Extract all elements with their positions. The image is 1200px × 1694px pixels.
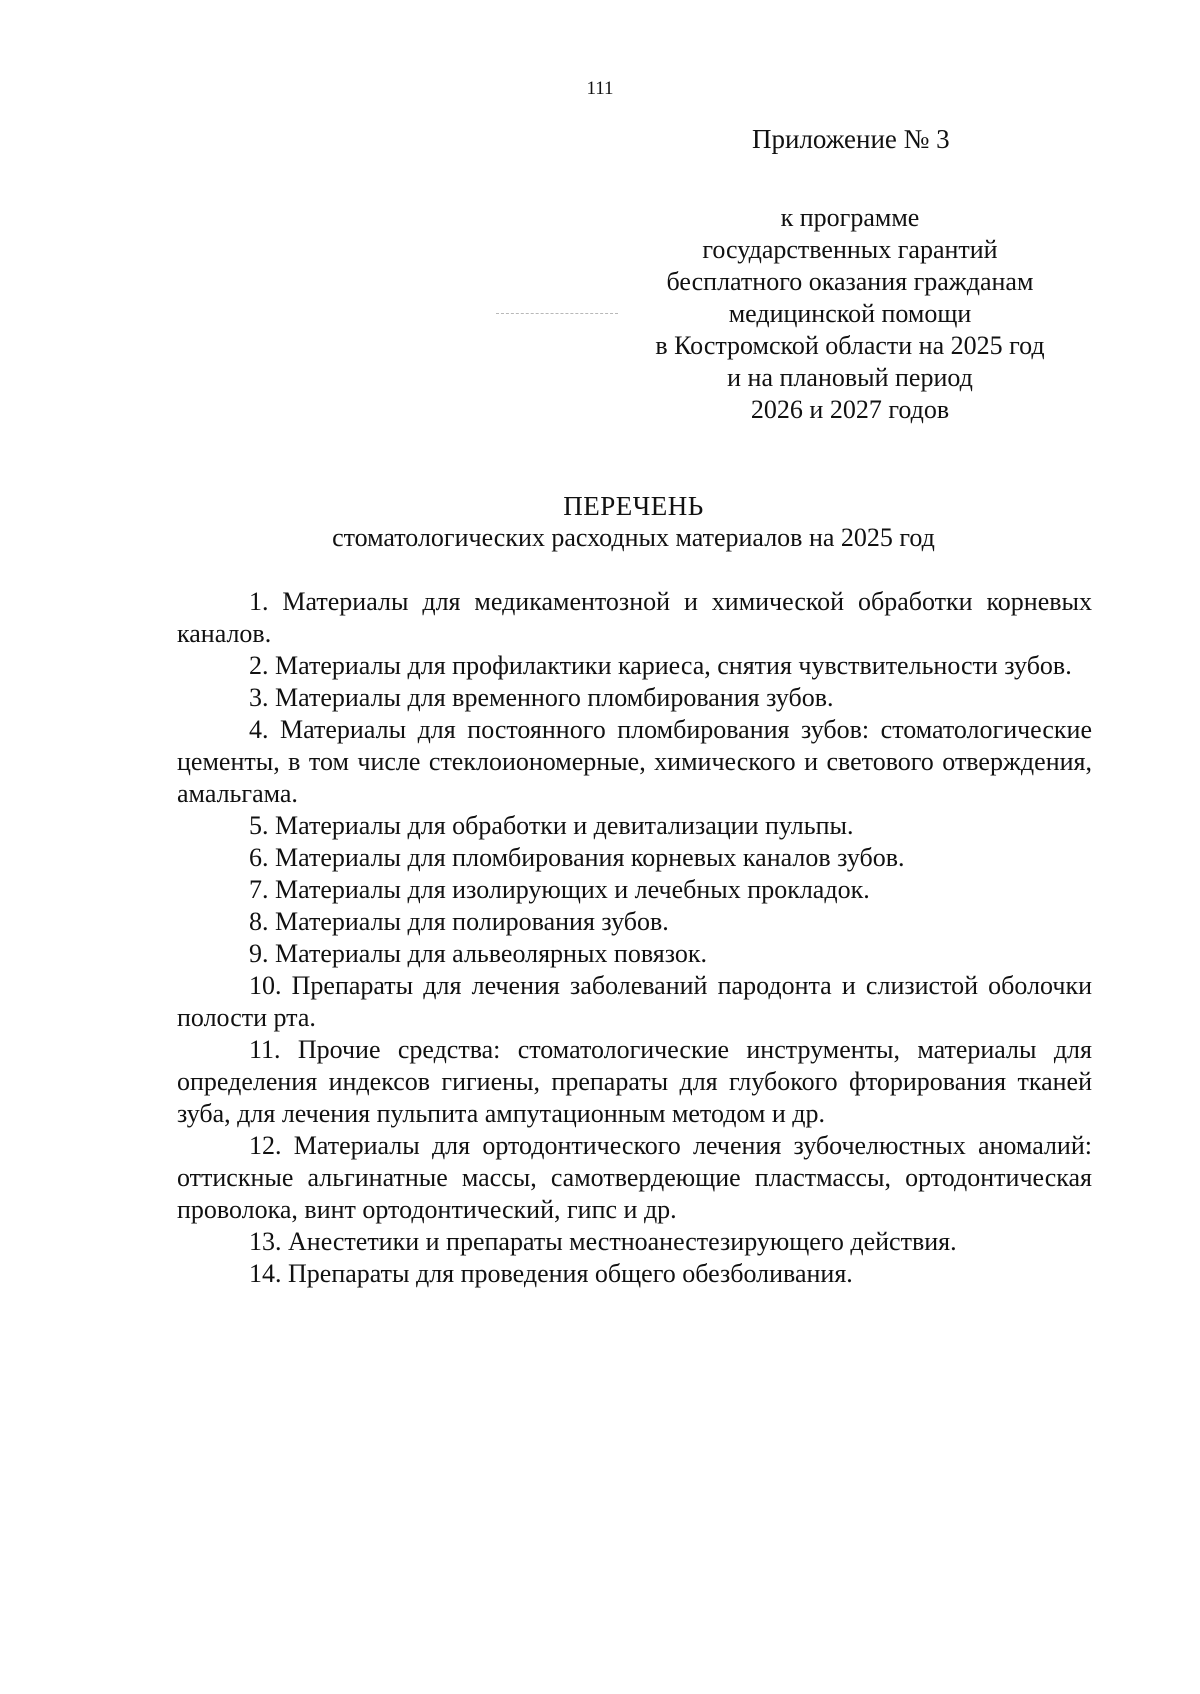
list-item: 2. Материалы для профилактики кариеса, снятия чувствительности зубов. [249, 651, 1072, 680]
list-item: 9. Материалы для альвеолярных повязок. [249, 939, 707, 968]
appendix-subtitle-line: 2026 и 2027 годов [750, 395, 950, 424]
list-item: 7. Материалы для изолирующих и лечебных прокладок. [249, 875, 870, 904]
list-item: 13. Анестетики и препараты местноанестезирующего действия. [249, 1227, 957, 1256]
list-item: 3. Материалы для временного пломбирования зубов. [249, 683, 834, 712]
list-item: 12. Материалы для ортодонтического лечения зубочелюстных аномалий: оттискные альгинатные массы, самотвердеющие пластмассы, ортодонтическая проволока, винт ортодонтический, гипс и др. [177, 1131, 1092, 1224]
list-item: 8. Материалы для полирования зубов. [249, 907, 669, 936]
list-item: 5. Материалы для обработки и девитализации пульпы. [249, 811, 854, 840]
list-item: 11. Прочие средства: стоматологические инструменты, материалы для определения индексов гигиены, препараты для глубокого фторирования тканей зуба, для лечения пульпита ампутационным методом и др. [177, 1035, 1092, 1128]
appendix-subtitle-line: бесплатного оказания гражданам [666, 267, 1034, 296]
scan-artifact-dash [496, 313, 618, 314]
appendix-title: Приложение № 3 [752, 124, 950, 154]
appendix-subtitle-line: медицинской помощи [728, 299, 972, 328]
list-item: 10. Препараты для лечения заболеваний пародонта и слизистой оболочки полости рта. [177, 971, 1092, 1032]
appendix-subtitle-line: и на плановый период [727, 363, 973, 392]
list-item: 14. Препараты для проведения общего обезболивания. [249, 1259, 853, 1288]
list-item: 4. Материалы для постоянного пломбирования зубов: стоматологические цементы, в том числе стеклоиономерные, химического и светового отверждения, амальгама. [177, 715, 1092, 808]
appendix-subtitle-line: государственных гарантий [702, 235, 998, 264]
document-subtitle: стоматологических расходных материалов на 2025 год [332, 523, 935, 552]
document-title: ПЕРЕЧЕНЬ [563, 491, 704, 521]
appendix-subtitle-line: к программе [780, 203, 920, 232]
appendix-subtitle [620, 202, 1080, 426]
page-number: 111 [586, 78, 614, 99]
materials-list [177, 586, 1092, 1290]
appendix-subtitle-line: в Костромской области на 2025 год [655, 331, 1045, 360]
list-item: 1. Материалы для медикаментозной и химической обработки корневых каналов. [177, 587, 1092, 648]
list-item: 6. Материалы для пломбирования корневых каналов зубов. [249, 843, 905, 872]
